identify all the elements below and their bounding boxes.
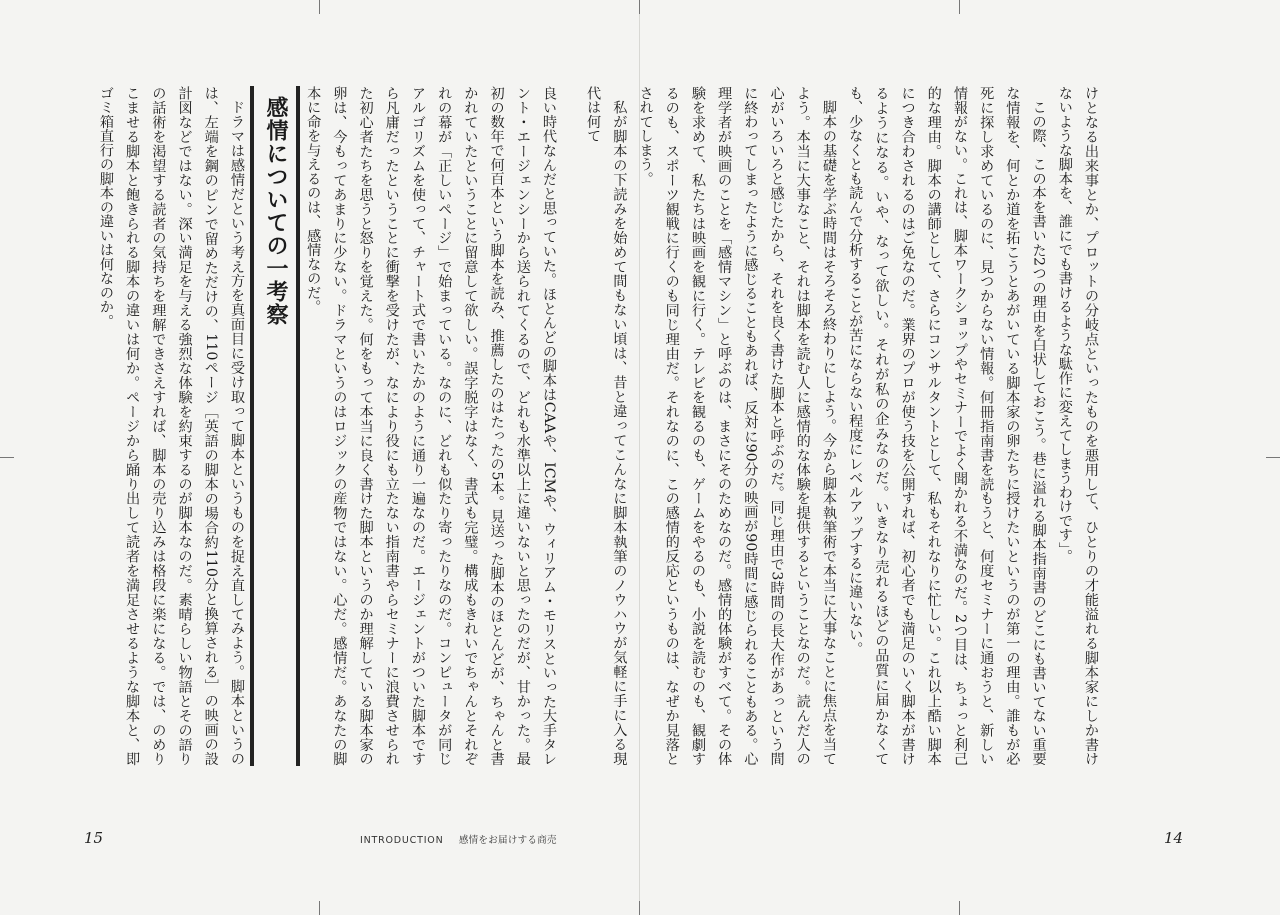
- crop-mark: [0, 457, 14, 458]
- page-number-right: 14: [1164, 829, 1184, 847]
- crop-mark: [959, 0, 960, 14]
- crop-mark: [959, 901, 960, 915]
- paragraph: けとなる出来事とか、プロットの分岐点といったものを悪用して、ひとりの才能溢れる脚本家にしか書けないような脚本を、誰にでも書けるような駄作に変えてしまうわけです」。: [1056, 86, 1099, 766]
- page-number-left: 15: [84, 829, 104, 847]
- running-head: [360, 832, 557, 846]
- left-page-body: [62, 86, 562, 766]
- section-heading: 感情についての一考察: [250, 86, 300, 766]
- crop-mark: [639, 0, 640, 14]
- paragraph: 私が脚本の下読みを始めて間もない頃は、昔と違ってこんなに脚本執筆のノウハウが気軽に手に入る現代は何て: [585, 86, 628, 766]
- paragraph: 脚本の基礎を学ぶ時間はそろそろ終わりにしよう。今から脚本執筆術で本当に大事なことに焦点を当てよう。本当に大事なこと、それは脚本を読む人に感情的な体験を提供するということなのだ。読んだ人の心がいろいろと感じたから、それを良く書けた脚本と呼ぶのだ。同じ理由で3時間の長大作があっという間に終わってしまったように感じることもあれば、反対に90分の映画が90時間に感じられることもある。心理学者が映画のことを「感情マシン」と呼ぶのは、まさにそのためなのだ。感情的体験がすべて。その体験を求めて、私たちは映画を観に行く。テレビを観るのも、ゲームをやるのも、小説を読むのも、観劇するのも、スポーツ観戦に行くのも同じ理由だ。それなのに、この感情的反応というものは、なぜか見落とされてしまう。: [637, 86, 837, 766]
- paragraph: 良い時代なんだと思っていた。ほとんどの脚本はCAAや、ICMや、ウィリアム・モリスといった大手タレント・エージェンシーから送られてくるので、どれも水準以上に違いないと思ったのだが、甘かった。最初の数年で何百本という脚本を読み、推薦したのはたったの5本。見送った脚本のほとんどが、ちゃんと書かれていたということに留意して欲しい。誤字脱字はなく、書式も完璧。構成もきれいでちゃんとそれぞれの幕が「正しいページ」で始まっている。なのに、どれも似たり寄ったりなのだ。コンピュータが同じアルゴリズムを使って、チャート式で書いたかのように通り一遍なのだ。エージェントがついた脚本ですら凡庸だったということに衝撃を受けたが、なにより役にも立たない指南書やらセミナーに浪費させられた初心者たちを思うと怒りを覚えた。何をもって本当に良く書けた脚本というのか理解している脚本家の卵は、今もってあまりに少ない。ドラマというのはロジックの産物ではない。心だ。感情だ。あなたの脚本に命を与えるのは、感情なのだ。: [305, 86, 557, 766]
- crop-mark: [1266, 457, 1280, 458]
- crop-mark: [319, 0, 320, 14]
- running-head-title: 感情をお届けする商売: [458, 835, 557, 846]
- crop-mark: [639, 901, 640, 915]
- running-head-label: INTRODUCTION: [360, 835, 444, 846]
- crop-mark: [319, 901, 320, 915]
- paragraph: ドラマは感情だという考え方を真面目に受け取って脚本というものを捉え直してみよう。脚本というのは、左端を鋼のピンで留めただけの、110ページ［英語の脚本の場合約110分と換算される］の映画の設計図などではない。深い満足を与える強烈な体験を約束するのが脚本なのだ。素晴らしい物語とその語りの話術を渇望する読者の気持ちを理解できさえすれば、脚本の売り込みは格段に楽になる。では、のめりこませる脚本と飽きられる脚本の違いは何か。ページから踊り出して読者を満足させるような脚本と、即ゴミ箱直行の脚本の違いは何なのか。: [97, 86, 245, 766]
- paragraph: この際、この本を書いた2つの理由を白状しておこう。巷に溢れる脚本指南書のどこにも書いてない重要な情報を、何とか道を拓こうとあがいている脚本家の卵たちに授けたいというのが第一の理由。誰もが必死に探し求めているのに、見つからない情報。何冊指南書を読もうと、何度セミナーに通おうと、新しい情報がない。これは、脚本ワークショップやセミナーでよく聞かれる不満なのだ。2つ目は、ちょっと利己的な理由。脚本の講師として、さらにコンサルタントとして、私もそれなりに忙しい。これ以上酷い脚本につき合わされるのはご免なのだ。業界のプロが使う技を公開すれば、初心者でも満足のいく脚本が書けるようになる。いや、なって欲しい。それが私の企みなのだ。いきなり売れるほどの品質に届かなくても、少なくとも読んで分析することが苦にならない程度にレベルアップするに違いない。: [847, 86, 1047, 766]
